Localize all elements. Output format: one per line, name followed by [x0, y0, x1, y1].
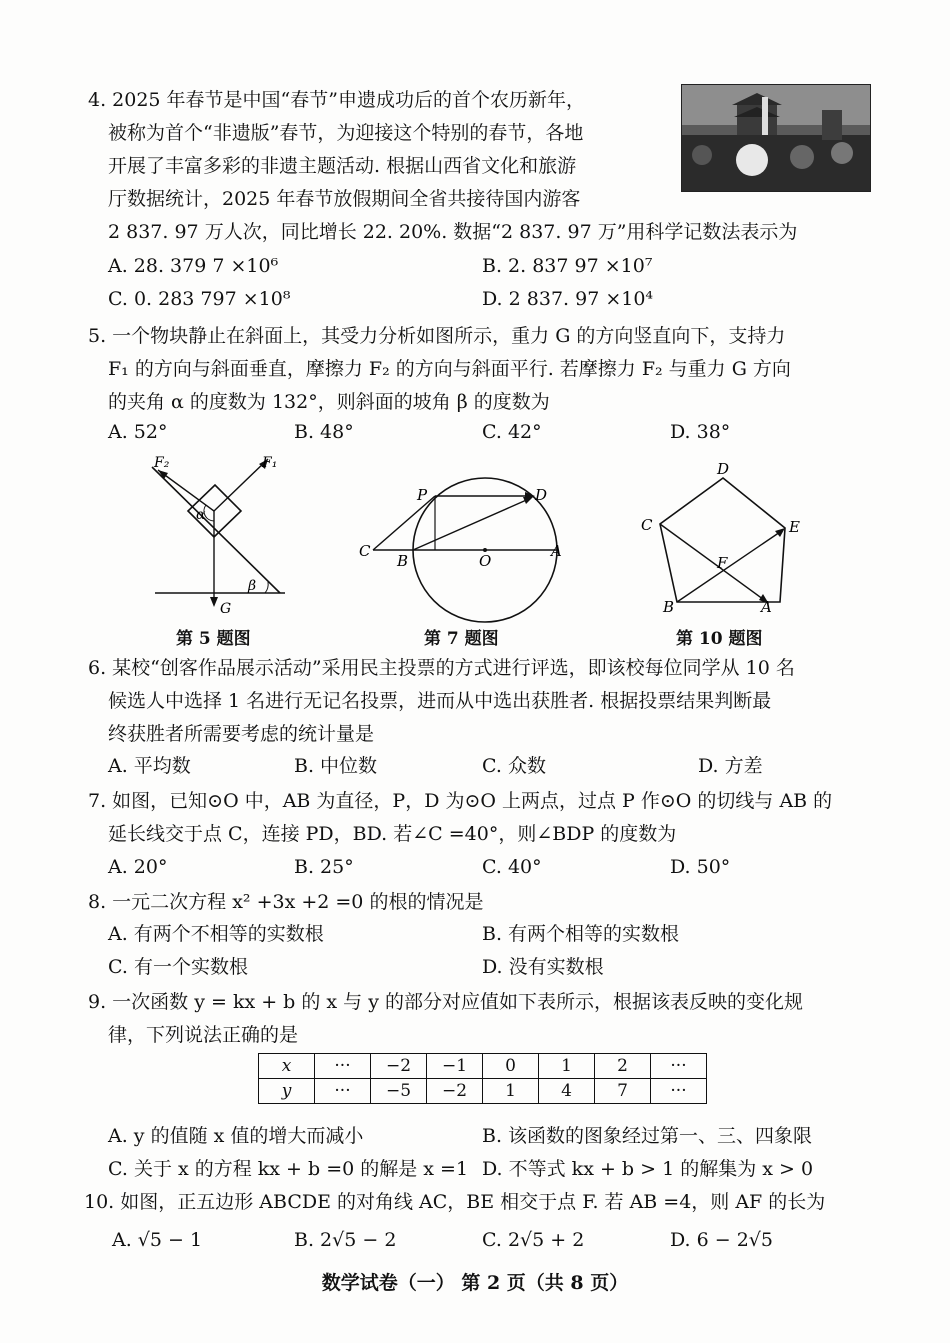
- question-10: [84, 1186, 874, 1219]
- figure-7: [355, 460, 570, 625]
- q8-option-b[interactable]: B. 有两个相等的实数根: [482, 923, 680, 945]
- q7-option-d[interactable]: D. 50°: [670, 856, 731, 878]
- table-cell: ···: [315, 1079, 371, 1104]
- q4-line-3: 开展了丰富多彩的非遗主题活动. 根据山西省文化和旅游: [108, 155, 577, 177]
- q10-option-c[interactable]: C. 2√5 + 2: [482, 1229, 585, 1251]
- table-cell: y: [259, 1079, 315, 1104]
- figure-5: [140, 455, 300, 620]
- q7-option-c[interactable]: C. 40°: [482, 856, 542, 878]
- q7-option-a[interactable]: A. 20°: [108, 856, 168, 878]
- q5-line-2: F₁ 的方向与斜面垂直，摩擦力 F₂ 的方向与斜面平行. 若摩擦力 F₂ 与重力 G 方向: [108, 358, 791, 380]
- figure-10: [635, 458, 810, 618]
- table-cell: x: [259, 1054, 315, 1079]
- fig7-label-o: O: [479, 552, 492, 570]
- festival-photo: [681, 84, 871, 192]
- question-9: [88, 986, 878, 1052]
- q4-options-row1: [108, 250, 868, 283]
- question-6: [88, 652, 878, 751]
- q8-option-c[interactable]: C. 有一个实数根: [108, 956, 248, 978]
- q5-line-3: 的夹角 α 的度数为 132°，则斜面的坡角 β 的度数为: [108, 391, 550, 413]
- fig10-label-e: E: [789, 518, 800, 536]
- table-cell: ···: [651, 1054, 707, 1079]
- fig7-label-p: P: [417, 486, 428, 504]
- q8-option-d[interactable]: D. 没有实数根: [482, 956, 604, 978]
- q5-option-a[interactable]: A. 52°: [108, 421, 168, 443]
- fig10-label-a: A: [761, 598, 772, 616]
- q6-option-c[interactable]: C. 众数: [482, 755, 546, 777]
- table-row-y: [259, 1079, 707, 1104]
- fig7-label-b: B: [397, 552, 409, 570]
- table-cell: ···: [651, 1079, 707, 1104]
- q9-option-d[interactable]: D. 不等式 kx + b > 1 的解集为 x > 0: [482, 1158, 814, 1180]
- fig10-label-d: D: [717, 460, 730, 478]
- q4-option-c[interactable]: C. 0. 283 797 ×10⁸: [108, 288, 291, 310]
- q10-option-d[interactable]: D. 6 − 2√5: [670, 1229, 774, 1251]
- fig5-caption: 第 5 题图: [176, 629, 251, 649]
- table-cell: −5: [371, 1079, 427, 1104]
- q9-line-2: 律，下列说法正确的是: [108, 1024, 299, 1046]
- q6-options: [108, 750, 868, 783]
- fig10-label-f: F: [717, 554, 728, 572]
- q8-options-row2: [108, 951, 868, 984]
- fig7-label-a: A: [551, 542, 562, 560]
- q9-option-b[interactable]: B. 该函数的图象经过第一、三、四象限: [482, 1125, 813, 1147]
- q7-options: [108, 851, 868, 884]
- fig5-label-f1: F₁: [262, 455, 278, 471]
- q5-option-c[interactable]: C. 42°: [482, 421, 542, 443]
- page-footer: 数学试卷（一） 第 2 页（共 8 页）: [321, 1272, 629, 1294]
- q9-option-a[interactable]: A. y 的值随 x 值的增大而减小: [108, 1125, 364, 1147]
- q4-options-row2: [108, 283, 868, 316]
- q4-line-4: 厅数据统计，2025 年春节放假期间全省共接待国内游客: [108, 188, 581, 210]
- q4-option-a[interactable]: A. 28. 379 7 ×10⁶: [108, 255, 279, 277]
- q10-option-a[interactable]: A. √5 − 1: [112, 1229, 203, 1251]
- q10-line-1: 10. 如图，正五边形 ABCDE 的对角线 AC，BE 相交于点 F. 若 AB =4，则 AF 的长为: [84, 1191, 826, 1213]
- q5-option-b[interactable]: B. 48°: [294, 421, 354, 443]
- fig5-label-f2: F₂: [154, 455, 170, 471]
- q5-option-d[interactable]: D. 38°: [670, 421, 731, 443]
- q6-option-a[interactable]: A. 平均数: [108, 755, 191, 777]
- q5-line-1: 5. 一个物块静止在斜面上，其受力分析如图所示，重力 G 的方向竖直向下，支持力: [88, 325, 786, 347]
- q6-option-b[interactable]: B. 中位数: [294, 755, 378, 777]
- q6-option-d[interactable]: D. 方差: [698, 755, 763, 777]
- q7-option-b[interactable]: B. 25°: [294, 856, 354, 878]
- table-cell: −2: [371, 1054, 427, 1079]
- q10-options: [112, 1224, 872, 1257]
- q5-options: [108, 416, 868, 449]
- q4-line-2: 被称为首个“非遗版”春节，为迎接这个特别的春节，各地: [108, 122, 584, 144]
- fig10-label-b: B: [663, 598, 675, 616]
- q9-options-row1: [108, 1120, 868, 1153]
- q6-line-1: 6. 某校“创客作品展示活动”采用民主投票的方式进行评选，即该校每位同学从 10 名: [88, 657, 795, 679]
- question-5: [88, 320, 878, 419]
- fig5-label-beta: β: [248, 578, 257, 594]
- q7-line-1: 7. 如图，已知⊙O 中，AB 为直径，P，D 为⊙O 上两点，过点 P 作⊙O 的切线与 AB 的: [88, 790, 833, 812]
- table-cell: −2: [427, 1079, 483, 1104]
- q9-option-c[interactable]: C. 关于 x 的方程 kx + b =0 的解是 x =1: [108, 1158, 469, 1180]
- table-cell: 1: [539, 1054, 595, 1079]
- q8-option-a[interactable]: A. 有两个不相等的实数根: [108, 923, 324, 945]
- q8-line-1: 8. 一元二次方程 x² +3x +2 =0 的根的情况是: [88, 891, 484, 913]
- table-cell: −1: [427, 1054, 483, 1079]
- table-cell: 4: [539, 1079, 595, 1104]
- q7-line-2: 延长线交于点 C，连接 PD，BD. 若∠C =40°，则∠BDP 的度数为: [108, 823, 677, 845]
- q6-line-3: 终获胜者所需要考虑的统计量是: [108, 723, 375, 745]
- question-7: [88, 785, 878, 851]
- table-cell: 7: [595, 1079, 651, 1104]
- q10-option-b[interactable]: B. 2√5 − 2: [294, 1229, 397, 1251]
- table-row-x: [259, 1054, 707, 1079]
- q4-line-1: 4. 2025 年春节是中国“春节”申遗成功后的首个农历新年，: [88, 89, 585, 111]
- q9-line-1: 9. 一次函数 y = kx + b 的 x 与 y 的部分对应值如下表所示，根据该表反映的变化规: [88, 991, 803, 1013]
- fig10-caption: 第 10 题图: [676, 629, 763, 649]
- table-cell: 2: [595, 1054, 651, 1079]
- q6-line-2: 候选人中选择 1 名进行无记名投票，进而从中选出获胜者. 根据投票结果判断最: [108, 690, 772, 712]
- q4-option-b[interactable]: B. 2. 837 97 ×10⁷: [482, 255, 653, 277]
- table-cell: 1: [483, 1079, 539, 1104]
- fig5-label-alpha: α: [196, 507, 206, 523]
- q4-option-d[interactable]: D. 2 837. 97 ×10⁴: [482, 288, 654, 310]
- q4-line-5: 2 837. 97 万人次，同比增长 22. 20%. 数据“2 837. 97 万”用科学记数法表示为: [108, 221, 798, 243]
- q8-options-row1: [108, 918, 868, 951]
- table-cell: 0: [483, 1054, 539, 1079]
- fig7-caption: 第 7 题图: [424, 629, 499, 649]
- value-table: [258, 1053, 707, 1104]
- question-8: [88, 886, 878, 919]
- fig7-label-c: C: [359, 542, 371, 560]
- table-cell: ···: [315, 1054, 371, 1079]
- q9-options-row2: [108, 1153, 868, 1186]
- fig7-label-d: D: [535, 486, 548, 504]
- fig10-label-c: C: [641, 516, 653, 534]
- fig5-label-g: G: [220, 601, 232, 617]
